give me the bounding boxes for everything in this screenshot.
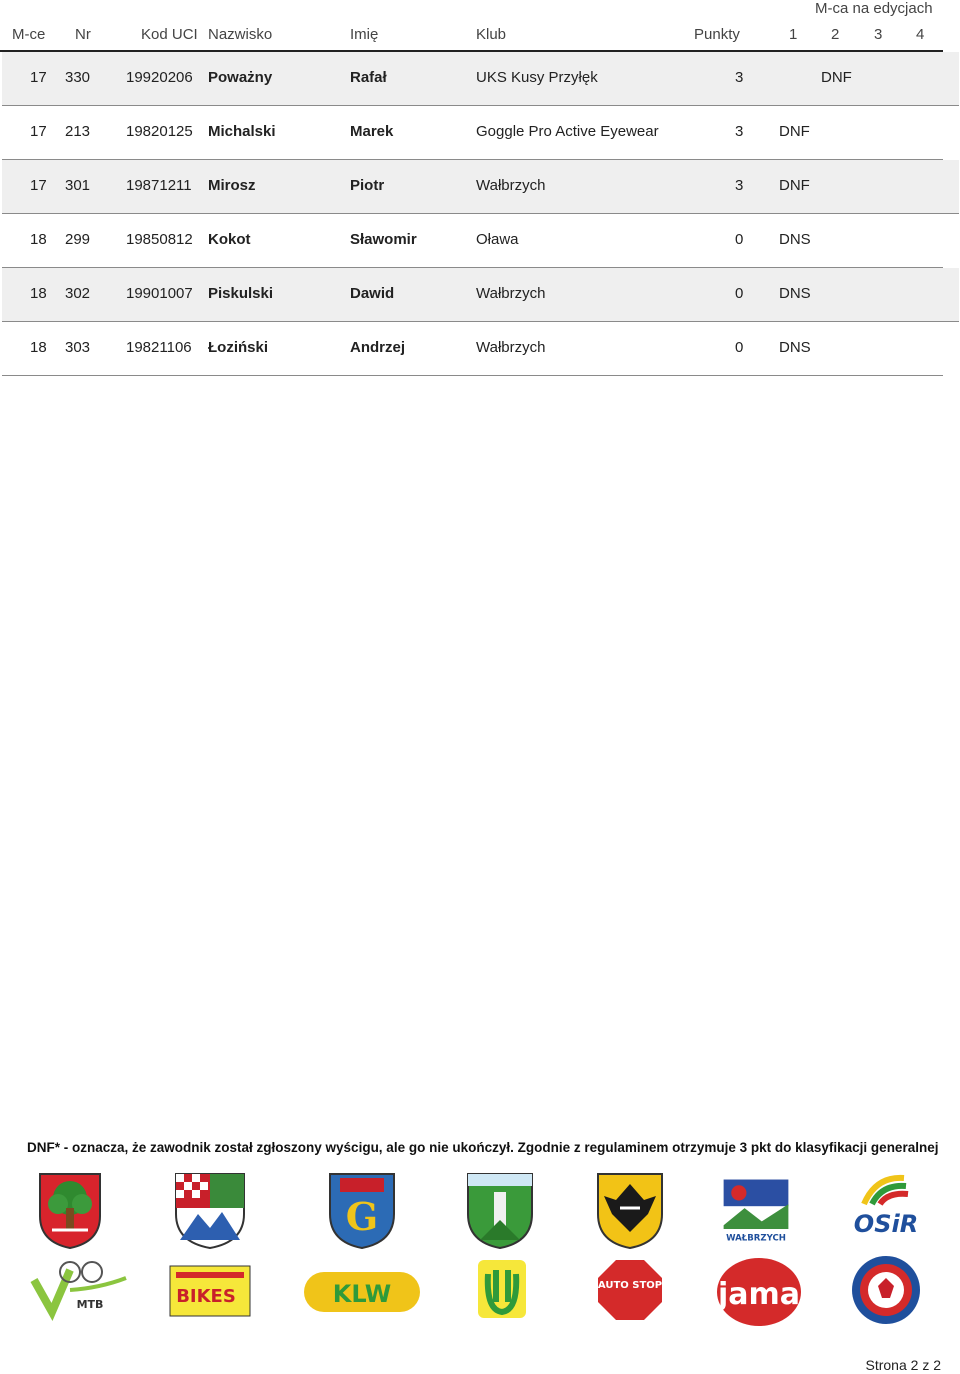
editions-title: M-ca na edycjach <box>815 0 933 17</box>
row-edition-1: DNF <box>779 123 810 140</box>
row-surname: Piskulski <box>208 285 274 302</box>
col-name: Imię <box>350 26 379 43</box>
row-edition-1: DNS <box>779 285 811 302</box>
klw-logo <box>300 1250 424 1330</box>
row-place: 18 <box>30 339 47 356</box>
row-uci: 19920206 <box>126 69 193 86</box>
row-place: 17 <box>30 177 47 194</box>
police-emblem-logo <box>846 1250 926 1330</box>
row-nr: 302 <box>65 285 91 302</box>
row-uci: 19850812 <box>126 231 193 248</box>
row-nr: 303 <box>65 339 91 356</box>
col-edition-3: 3 <box>874 26 883 43</box>
row-uci: 19821106 <box>126 339 192 356</box>
row-place: 17 <box>30 69 47 86</box>
table-row <box>2 268 959 322</box>
row-name: Andrzej <box>350 339 406 356</box>
page-number: Strona 2 z 2 <box>865 1357 941 1373</box>
tree-coat-of-arms-logo <box>30 1170 110 1250</box>
row-name: Sławomir <box>350 231 417 248</box>
row-edition-1: DNS <box>779 339 811 356</box>
osir-logo <box>846 1170 926 1250</box>
row-name: Rafał <box>350 69 387 86</box>
col-uci: Kod UCI <box>141 26 198 43</box>
row-club: Wałbrzych <box>476 339 546 356</box>
row-points: 0 <box>735 231 744 248</box>
jama-logo-text: jama <box>717 1277 801 1312</box>
row-place: 17 <box>30 123 47 140</box>
mountain-coat-of-arms-logo <box>170 1170 250 1250</box>
row-surname: Kokot <box>208 231 251 248</box>
col-edition-1: 1 <box>789 26 798 43</box>
table-row <box>2 52 959 106</box>
g-coat-of-arms-logo <box>322 1170 402 1250</box>
jama-logo <box>714 1250 804 1330</box>
row-surname: Mirosz <box>208 177 256 194</box>
row-points: 3 <box>735 177 744 194</box>
row-name: Dawid <box>350 285 395 302</box>
table-row <box>2 106 943 160</box>
row-club: Wałbrzych <box>476 285 546 302</box>
row-edition-2: DNF <box>821 69 852 86</box>
col-edition-2: 2 <box>831 26 840 43</box>
row-surname: Michalski <box>208 123 276 140</box>
osir-logo-text: OSiR <box>853 1210 919 1238</box>
row-nr: 330 <box>65 69 91 86</box>
row-points: 0 <box>735 339 744 356</box>
row-points: 3 <box>735 123 744 140</box>
row-uci: 19871211 <box>126 177 192 194</box>
bikes-logo-text: BIKES <box>176 1286 236 1307</box>
row-name: Marek <box>350 123 394 140</box>
col-place: M-ce <box>12 26 46 43</box>
table-header <box>0 26 943 52</box>
autostop-logo-text: AUTO STOP <box>597 1280 663 1291</box>
row-nr: 299 <box>65 231 91 248</box>
mtb-logo-text: MTB <box>76 1298 104 1311</box>
table-row <box>2 214 943 268</box>
row-place: 18 <box>30 285 47 302</box>
walbrzych-logo <box>716 1170 796 1250</box>
mtb-logo <box>30 1250 130 1330</box>
table-row <box>2 160 959 214</box>
row-surname: Poważny <box>208 69 273 86</box>
bikes-logo <box>166 1250 254 1330</box>
table-row <box>2 322 943 376</box>
row-edition-1: DNS <box>779 231 811 248</box>
row-place: 18 <box>30 231 47 248</box>
row-club: Wałbrzych <box>476 177 546 194</box>
autostop-logo <box>590 1250 670 1330</box>
svg-text:G: G <box>345 1194 379 1239</box>
row-points: 3 <box>735 69 744 86</box>
walbrzych-logo-text: WAŁBRZYCH <box>726 1233 786 1244</box>
row-club: UKS Kusy Przyłęk <box>476 69 598 86</box>
row-name: Piotr <box>350 177 385 194</box>
row-nr: 301 <box>65 177 91 194</box>
row-club: Oława <box>476 231 519 248</box>
row-uci: 19901007 <box>126 285 193 302</box>
footnote: DNF* - oznacza, że zawodnik został zgłoszony wyścigu, ale go nie ukończył. Zgodnie z regulaminem otrzymuje 3 pkt do klasyfikacji generalnej <box>27 1140 939 1155</box>
row-club: Goggle Pro Active Eyewear <box>476 123 659 140</box>
green-tower-coat-of-arms-logo <box>460 1170 540 1250</box>
col-club: Klub <box>476 26 507 43</box>
green-leaf-logo <box>462 1250 542 1330</box>
row-surname: Łoziński <box>208 339 269 356</box>
row-edition-1: DNF <box>779 177 810 194</box>
col-edition-4: 4 <box>916 26 925 43</box>
row-points: 0 <box>735 285 744 302</box>
col-points: Punkty <box>694 26 740 43</box>
col-surname: Nazwisko <box>208 26 273 43</box>
klw-logo-text: KLW <box>332 1280 392 1308</box>
eagle-coat-of-arms-logo <box>590 1170 670 1250</box>
row-uci: 19820125 <box>126 123 193 140</box>
row-nr: 213 <box>65 123 91 140</box>
col-nr: Nr <box>75 26 91 43</box>
